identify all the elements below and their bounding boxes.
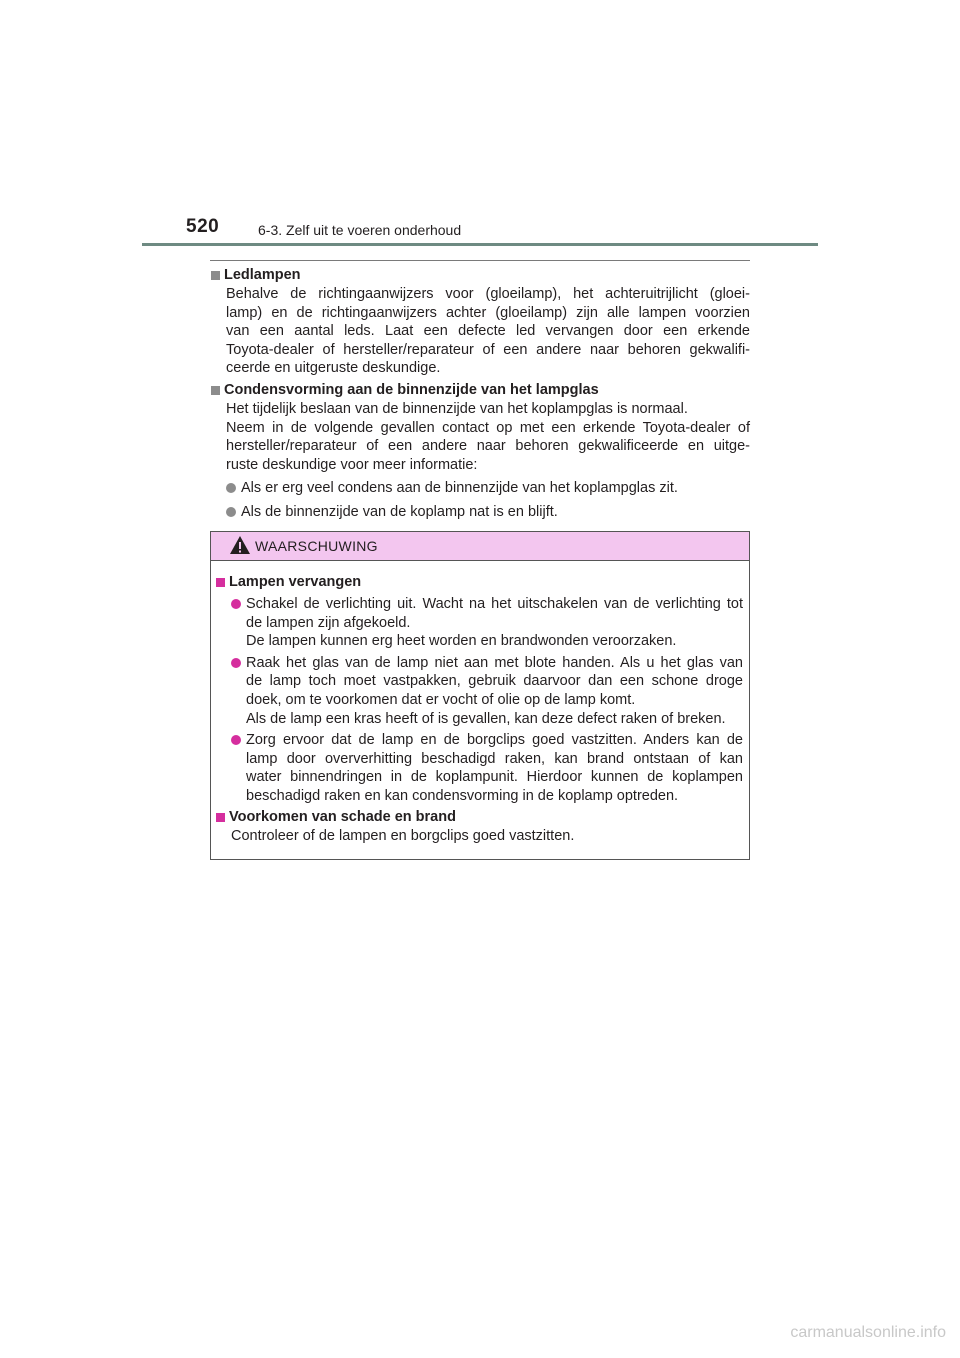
square-bullet-icon <box>216 578 225 587</box>
round-bullet-icon <box>231 599 241 609</box>
warning-header <box>211 532 749 561</box>
warning-section-lampen <box>215 573 743 806</box>
warning-paragraph: Controleer of de lampen en borgclips goed vastzitten. <box>231 827 575 844</box>
square-bullet-icon <box>216 813 225 822</box>
warning-section-heading: Lampen vervangen <box>215 573 743 592</box>
warning-section-heading: Voorkomen van schade en brand <box>215 808 743 827</box>
section-heading: Condensvorming aan de binnenzijde van het lampglas <box>210 381 750 400</box>
warning-triangle-icon <box>229 535 251 555</box>
warning-list-item: Schakel de verlichting uit. Wacht na het uitschakelen van de verlichting tot de lampen zijn afgekoeld. De lampen kunnen erg heet worden en brandwonden veroorzaken. <box>231 595 743 651</box>
chapter-title: 6-3. Zelf uit te voeren onderhoud <box>258 222 462 238</box>
warning-title: WAARSCHUWING <box>255 538 378 554</box>
warning-box <box>210 531 750 860</box>
square-bullet-icon <box>211 271 220 280</box>
section-heading: Ledlampen <box>210 266 750 285</box>
warning-section-schade <box>215 808 743 846</box>
section-ledlampen <box>210 266 750 378</box>
section-condensvorming <box>210 381 750 522</box>
main-content <box>210 266 750 525</box>
section-paragraph: Behalve de richtingaanwijzers voor (gloeilamp), het achteruitrijlicht (gloei- lamp) en de richtingaanwijzers achter (gloeilamp) zijn alle lampen voorzien van een aantal leds. Laat een defecte led vervangen door een erkende Toyota-dealer of hersteller/reparateur of een andere naar behoren gekwalifi- ceerde en uitgeruste deskundige. <box>226 286 750 377</box>
round-bullet-icon <box>226 483 236 493</box>
round-bullet-icon <box>231 658 241 668</box>
section-divider <box>210 260 750 261</box>
warning-list-item: Raak het glas van de lamp niet aan met blote handen. Als u het glas van de lamp toch moet vastpakken, gebruik daarvoor dan een schone droge doek, om te voorkomen dat er vocht of olie op de lamp komt. Als de lamp een kras heeft of is gevallen, kan deze defect raken of breken. <box>231 654 743 728</box>
section-paragraph: Het tijdelijk beslaan van de binnenzijde van het koplampglas is normaal. Neem in de volgende gevallen contact op met een erkende Toyota-dealer of hersteller/reparateur of een andere naar behoren gekwalificeerde en uitge- ruste deskundige voor meer informatie: <box>226 400 750 473</box>
warning-body <box>211 561 749 845</box>
warning-list-item: Zorg ervoor dat de lamp en de borgclips goed vastzitten. Anders kan de lamp door oververhitting beschadigd raken, kan brand ontstaan of kan water binnendringen in de koplampunit. Hierdoor kunnen de koplampen beschadigd raken en kan condensvorming in de koplamp optreden. <box>231 731 743 805</box>
round-bullet-icon <box>231 735 241 745</box>
list-item: Als er erg veel condens aan de binnenzijde van het koplampglas zit. <box>226 479 750 498</box>
square-bullet-icon <box>211 386 220 395</box>
round-bullet-icon <box>226 507 236 517</box>
list-item: Als de binnenzijde van de koplamp nat is en blijft. <box>226 503 750 522</box>
page-number: 520 <box>186 216 220 237</box>
watermark: carmanualsonline.info <box>790 1324 946 1341</box>
header-rule <box>142 243 818 246</box>
